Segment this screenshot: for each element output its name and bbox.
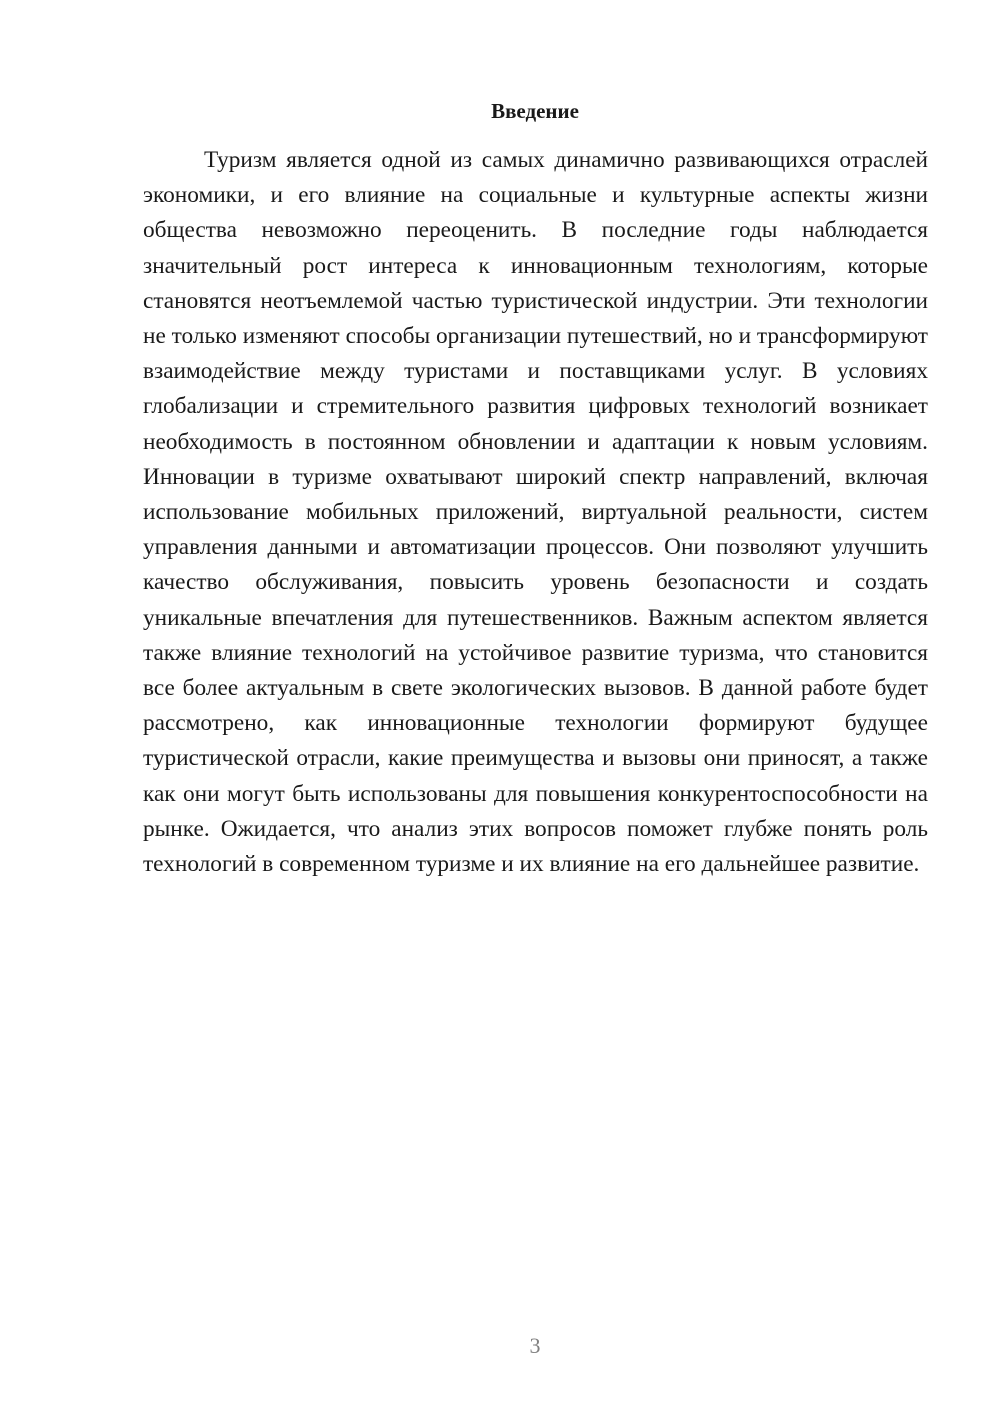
body-paragraph: Туризм является одной из самых динамично развивающихся отраслей экономики, и его влияние на социальные и культурные аспекты жизни общества невозможно переоценить. В последние годы наблюдается значительный рост интереса к инновационным технологиям, которые становятся неотъемлемой частью туристической индустрии. Эти технологии не только изменяют способы организации путешествий, но и трансформируют взаимодействие между туристами и поставщиками услуг. В условиях глобализации и стремительного развития цифровых технологий возникает необходимость в постоянном обновлении и адаптации к новым условиям. Инновации в туризме охватывают широкий спектр направлений, включая использование мобильных приложений, виртуальной реальности, систем управления данными и автоматизации процессов. Они позволяют улучшить качество обслуживания, повысить уровень безопасности и создать уникальные впечатления для путешественников. Важным аспектом является также влияние технологий на устойчивое развитие туризма, что становится все более актуальным в свете экологических вызовов. В данной работе будет рассмотрено, как инновационные технологии формируют будущее туристической отрасли, какие преимущества и вызовы они приносят, а также как они могут быть использованы для повышения конкурентоспособности на рынке. Ожидается, что анализ этих вопросов поможет глубже понять роль технологий в современном туризме и их влияние на его дальнейшее развитие. <box>143 147 928 878</box>
page-number: 3 <box>529 1333 541 1358</box>
section-heading: Введение <box>491 99 579 123</box>
